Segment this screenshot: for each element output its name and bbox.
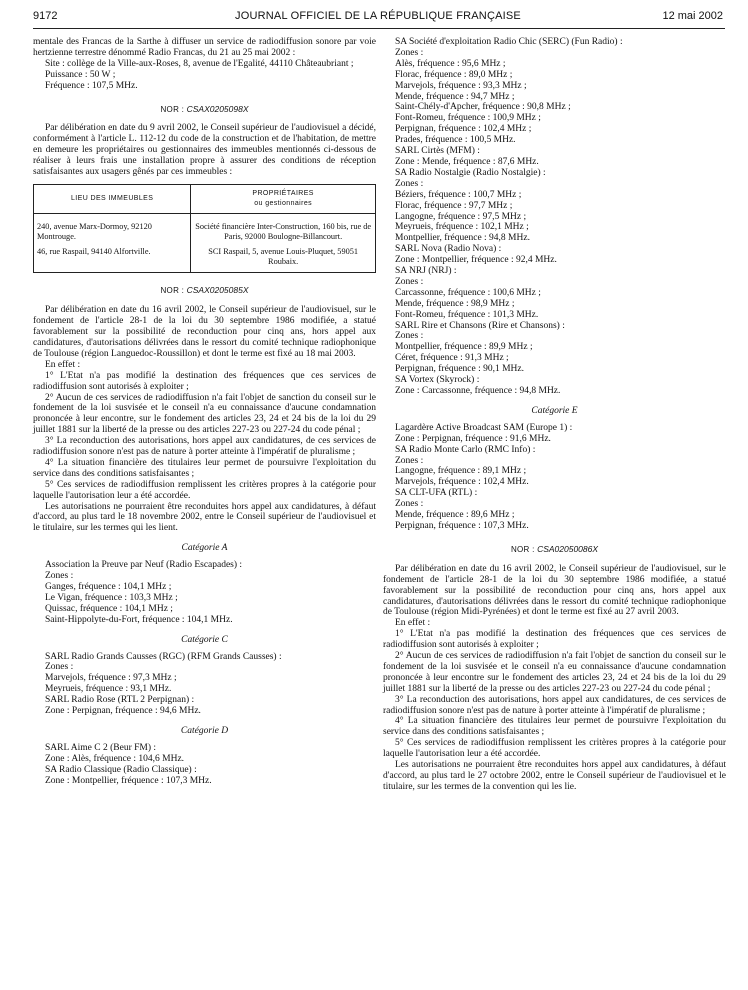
list-item: Montpellier, fréquence : 94,8 MHz. [395, 233, 530, 244]
list-item: SA Radio Classique (Radio Classique) : [45, 764, 197, 775]
journal-title: JOURNAL OFFICIEL DE LA RÉPUBLIQUE FRANÇAISE [235, 10, 521, 22]
table-cell-lieu: 240, avenue Marx-Dormoy, 92120 Montrouge. [34, 213, 191, 243]
list-item: 1° L'Etat n'a pas modifié la destination des fréquences que ces services de radiodiffusion sont autorisés à exploiter ; [383, 629, 726, 651]
list-item: Mende, fréquence : 98,9 MHz ; [395, 298, 515, 309]
list-item: Le Vigan, fréquence : 103,3 MHz ; [45, 592, 178, 603]
table-row [34, 213, 376, 243]
category-heading: Catégorie E [531, 405, 578, 416]
list-item: Lagardère Active Broadcast SAM (Europe 1) : [395, 422, 573, 433]
list-item: Zones : [395, 47, 424, 58]
list-item: 5° Ces services de radiodiffusion remplissent les critères propres à la catégorie pour laquelle l'autorisation leur a été accordée. [33, 479, 376, 501]
list-item: Zone : Montpellier, fréquence : 92,4 MHz. [395, 255, 557, 266]
list-item: Zone : Carcassonne, fréquence : 94,8 MHz. [395, 386, 561, 396]
nor-reference: NOR : CSAX0205085X [160, 285, 249, 296]
table-cell-proprietaire: SCI Raspail, 5, avenue Louis-Pluquet, 59051 Roubaix. [191, 243, 376, 273]
header-rule [33, 28, 725, 29]
list-item: Mende, fréquence : 89,6 MHz ; [395, 510, 515, 521]
list-item: 5° Ces services de radiodiffusion remplissent les critères propres à la catégorie pour laquelle l'autorisation leur a été accordée. [383, 738, 726, 760]
list-item: SARL Radio Grands Causses (RGC) (RFM Grands Causses) : [45, 651, 282, 662]
list-item: Perpignan, fréquence : 102,4 MHz ; [395, 124, 532, 135]
list-item: Mende, fréquence : 94,7 MHz ; [395, 91, 515, 102]
table-header-lieu: LIEU DES IMMEUBLES [34, 184, 191, 213]
list-item: Zone : Montpellier, fréquence : 107,3 MHz. [45, 775, 212, 786]
list-item: Marvejols, fréquence : 102,4 MHz. [395, 477, 529, 488]
list-item: Quissac, fréquence : 104,1 MHz ; [45, 603, 173, 614]
list-item: 3° La reconduction des autorisations, hors appel aux candidatures, de ces services de radiodiffusion sonore n'est pas de nature à porter atteinte à l'impératif de pluralisme ; [383, 694, 726, 716]
list-item: SA Vortex (Skyrock) : [395, 375, 480, 386]
list-item: Langogne, fréquence : 89,1 MHz ; [395, 466, 527, 477]
closing-paragraph: Les autorisations ne pourraient être reconduites hors appel aux candidatures, à défaut d'accord, au plus tard le 27 octobre 2002, entre le Conseil supérieur de l'audiovisuel et le titulaire, sur les termes de la convention qui les lie. [383, 760, 726, 792]
list-item: Carcassonne, fréquence : 100,6 MHz ; [395, 287, 541, 298]
frequency-line: Fréquence : 107,5 MHz. [45, 80, 138, 91]
list-item: Alès, fréquence : 95,6 MHz ; [395, 58, 506, 69]
continued-paragraph: mentale des Francas de la Sarthe à diffuser un service de radiodiffusion sonore par voie hertzienne terrestre dénommé Radio Francas, du 21 au 25 mai 2002 : [33, 37, 376, 58]
page-number: 9172 [33, 10, 58, 22]
list-item: 3° La reconduction des autorisations, hors appel aux candidatures, de ces services de radiodiffusion sonore n'est pas de nature à porter atteinte à l'impératif de pluralisme ; [33, 436, 376, 458]
list-item: Marvejols, fréquence : 93,3 MHz ; [395, 80, 527, 91]
list-item: Florac, fréquence : 89,0 MHz ; [395, 69, 513, 80]
list-item: Font-Romeu, fréquence : 101,3 MHz. [395, 309, 539, 320]
list-item: SARL Nova (Radio Nova) : [395, 244, 502, 255]
list-item: Association la Preuve par Neuf (Radio Escapades) : [45, 560, 243, 571]
list-item: Prades, fréquence : 100,5 MHz. [395, 135, 516, 146]
category-heading: Catégorie C [181, 634, 228, 645]
deliberation-paragraph: Par délibération en date du 9 avril 2002, le Conseil supérieur de l'audiovisuel a décidé, conformément à l'article L. 112-12 du code de la construction et de l'habitation, de mettre en demeure les propriétaires ou gestionnaires des immeubles mentionnés ci-dessous de réaliser à leurs frais une installation propre à assurer des conditions de réception satisfaisantes aux usagers gênés par ces immeubles : [33, 123, 376, 178]
list-item: Zones : [45, 571, 74, 582]
list-item: SARL Cirtès (MFM) : [395, 146, 480, 157]
list-item: Béziers, fréquence : 100,7 MHz ; [395, 189, 522, 200]
list-item: Font-Romeu, fréquence : 100,9 MHz ; [395, 113, 541, 124]
list-item: Ganges, fréquence : 104,1 MHz ; [45, 582, 172, 592]
list-item: Perpignan, fréquence : 90,1 MHz. [395, 364, 525, 375]
list-item: SARL Rire et Chansons (Rire et Chansons) : [395, 320, 565, 331]
list-item: Zone : Mende, fréquence : 87,6 MHz. [395, 156, 539, 167]
list-item: 4° La situation financière des titulaires leur permet de poursuivre l'exploitation du service dans des conditions satisfaisantes ; [383, 716, 726, 738]
list-item: Zone : Alès, fréquence : 104,6 MHz. [45, 753, 185, 764]
en-effet: En effet : [395, 618, 431, 629]
list-item: Zone : Perpignan, fréquence : 91,6 MHz. [395, 433, 551, 444]
nor-reference: NOR : CSA02050086X [510, 543, 599, 554]
category-heading: Catégorie A [181, 543, 228, 554]
closing-paragraph: Les autorisations ne pourraient être reconduites hors appel aux candidatures, à défaut d'accord, au plus tard le 18 novembre 2002, entre le Conseil supérieur de l'audiovisuel et le titulaire, sur les termes qui les lient. [33, 501, 376, 534]
list-item: Zones : [395, 178, 424, 189]
nor-reference: NOR : CSAX0205098X [160, 103, 249, 114]
deliberation-paragraph: Par délibération en date du 16 avril 2002, le Conseil supérieur de l'audiovisuel, sur le fondement de l'article 28-1 de la loi du 30 septembre 1986 modifiée, a statué favorablement sur la possibilité de reconduction pour cinq ans, hors appel aux candidatures, d'autorisations délivrées dans le ressort du comité technique radiophonique de Toulouse (région Languedoc-Roussillon) et dont le terme est fixé au 18 mai 2003. [33, 305, 376, 359]
list-item: 1° L'Etat n'a pas modifié la destination des fréquences que ces services de radiodiffusion sont autorisés à exploiter ; [33, 370, 376, 392]
list-item: SA NRJ (NRJ) : [395, 266, 457, 277]
list-item: Zones : [395, 499, 424, 510]
list-item: Zones : [45, 662, 74, 673]
site-line: Site : collège de la Ville-aux-Roses, 8, avenue de l'Egalité, 44110 Châteaubriant ; [45, 58, 354, 69]
en-effet: En effet : [45, 359, 81, 370]
list-item: Montpellier, fréquence : 89,9 MHz ; [395, 342, 533, 353]
list-item: Meyrueis, fréquence : 102,1 MHz ; [395, 222, 529, 233]
list-item: SARL Radio Rose (RTL 2 Perpignan) : [45, 695, 195, 706]
table-row [34, 243, 376, 273]
left-column [33, 37, 376, 787]
list-item: Zones : [395, 331, 424, 342]
list-item: SA Radio Monte Carlo (RMC Info) : [395, 444, 536, 455]
list-item: Zones : [395, 276, 424, 287]
deliberation-paragraph: Par délibération en date du 16 avril 2002, le Conseil supérieur de l'audiovisuel, sur le fondement de l'article 28-1 de la loi du 30 septembre 1986 modifiée, a statué favorablement sur la possibilité de reconduction pour cinq ans, hors appel aux candidatures, d'autorisations délivrées dans le ressort du comité technique radiophonique de Toulouse (région Midi-Pyrénées) et dont le terme est fixé au 27 avril 2003. [383, 563, 726, 618]
category-heading: Catégorie D [180, 725, 229, 736]
list-item: Céret, fréquence : 91,3 MHz ; [395, 353, 509, 364]
list-item: Zones : [395, 455, 424, 466]
right-column [383, 37, 726, 793]
table-header-proprietaires: PROPRIÉTAIRES ou gestionnaires [191, 184, 376, 213]
list-item: Saint-Hippolyte-du-Fort, fréquence : 104,1 MHz. [45, 614, 233, 625]
list-item: Marvejols, fréquence : 97,3 MHz ; [45, 673, 177, 684]
list-item: SARL Aime C 2 (Beur FM) : [45, 742, 157, 753]
list-item: SA CLT-UFA (RTL) : [395, 488, 478, 499]
page-header [33, 8, 723, 26]
table-cell-proprietaire: Société financière Inter-Construction, 160 bis, rue de Paris, 92000 Boulogne-Billancourt. [191, 213, 376, 243]
list-item: SA Radio Nostalgie (Radio Nostalgie) : [395, 167, 546, 178]
list-item: Perpignan, fréquence : 107,3 MHz. [395, 520, 529, 531]
table-cell-lieu: 46, rue Raspail, 94140 Alfortville. [34, 243, 191, 273]
list-item: Meyrueis, fréquence : 93,1 MHz. [45, 684, 172, 695]
list-item: 2° Aucun de ces services de radiodiffusion n'a fait l'objet de sanction du conseil sur le fondement de la loi susvisée et le conseil n'a eu connaissance d'aucune condamnation prononcée à leur encontre sur le fondement des articles 23, 24 et 24 bis de la loi du 29 juillet 1881 sur la liberté de la presse ou des articles 227-23 ou 227-24 du code pénal ; [383, 651, 726, 694]
power-line: Puissance : 50 W ; [45, 69, 116, 80]
list-item: 2° Aucun de ces services de radiodiffusion n'a fait l'objet de sanction du conseil sur le fondement de la loi susvisée et le conseil n'a eu connaissance d'aucune condamnation prononcée à leur encontre, sur le fondement des articles 23, 24 et 24 bis de la loi du 29 juillet 1881 sur la liberté de la presse ou des articles 227-23 ou 227-24 du code pénal ; [33, 392, 376, 436]
list-item: Zone : Perpignan, fréquence : 94,6 MHz. [45, 706, 201, 717]
issue-date: 12 mai 2002 [662, 10, 723, 22]
list-item: Langogne, fréquence : 97,5 MHz ; [395, 211, 527, 222]
list-item: Saint-Chély-d'Apcher, fréquence : 90,8 MHz ; [395, 102, 571, 113]
list-item: Florac, fréquence : 97,7 MHz ; [395, 200, 513, 211]
list-item: SA Société d'exploitation Radio Chic (SERC) (Fun Radio) : [395, 37, 623, 47]
buildings-table [33, 184, 376, 273]
list-item: 4° La situation financière des titulaires leur permet de poursuivre l'exploitation du service dans des conditions satisfaisantes ; [33, 457, 376, 479]
